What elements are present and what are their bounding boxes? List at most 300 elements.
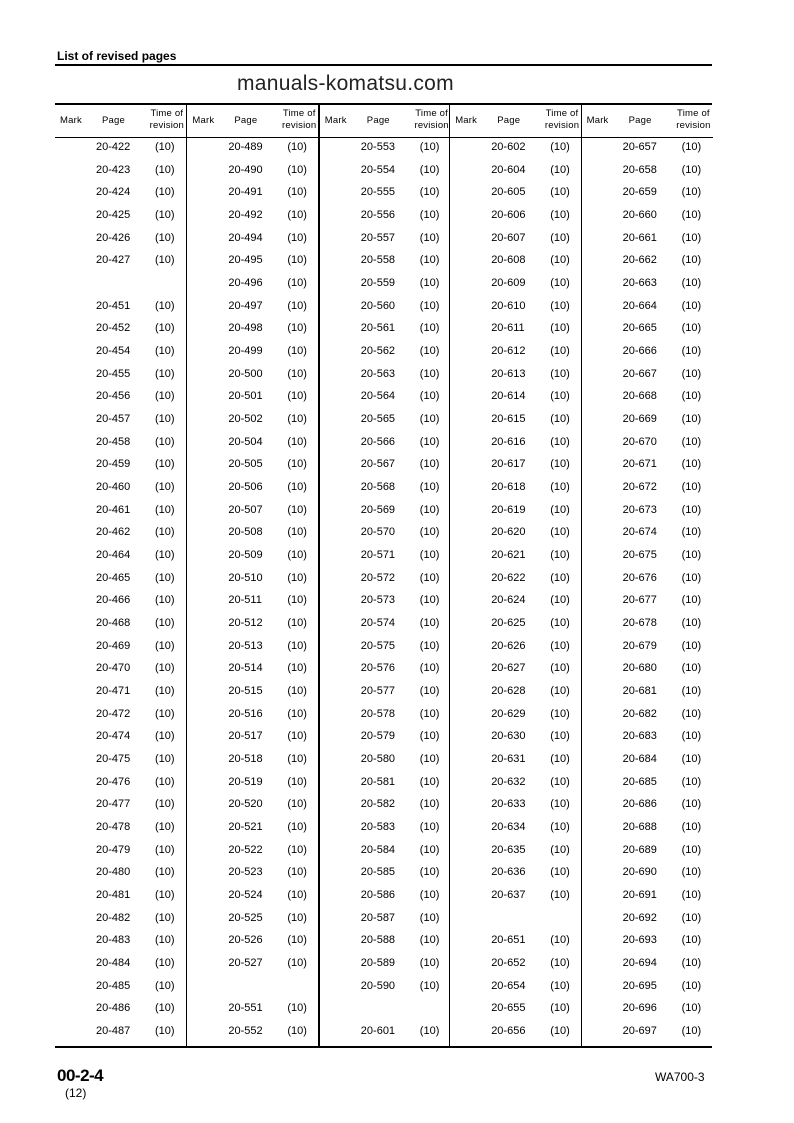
table-row [55, 708, 186, 730]
table-row [582, 821, 713, 843]
revision-cell: (10) [550, 594, 570, 607]
table-row [582, 345, 713, 367]
revision-cell: (10) [550, 730, 570, 743]
table-row [450, 209, 581, 231]
column-group-1 [55, 105, 186, 1046]
page-cell: 20-693 [622, 934, 657, 947]
table-row [450, 594, 581, 616]
page-cell: 20-459 [96, 458, 131, 471]
revision-cell: (10) [681, 753, 702, 766]
revision-cell: (10) [550, 685, 570, 698]
table-row [187, 368, 318, 390]
revision-cell: (10) [550, 889, 570, 902]
page-cell: 20-668 [622, 390, 657, 403]
page-cell: 20-451 [96, 299, 131, 312]
table-row [320, 186, 451, 208]
table-row [582, 753, 713, 775]
table-row [55, 889, 186, 911]
table-row [450, 277, 581, 299]
page-cell: 20-662 [622, 254, 657, 267]
revision-cell: (10) [155, 798, 175, 811]
page-cell: 20-422 [96, 141, 131, 153]
table-row [320, 481, 451, 503]
table-row [582, 209, 713, 231]
revision-cell: (10) [155, 1002, 175, 1015]
table-row [320, 345, 451, 367]
table-row [187, 1002, 318, 1024]
table-row [55, 254, 186, 276]
page-cell: 20-559 [360, 277, 396, 290]
page-cell: 20-515 [228, 685, 263, 698]
table-row [450, 640, 581, 662]
revision-cell: (10) [287, 957, 307, 970]
table-row [450, 458, 581, 480]
page-cell: 20-695 [622, 979, 657, 992]
page-cell: 20-634 [491, 821, 526, 834]
table-row [582, 957, 713, 979]
revision-cell: (10) [681, 413, 702, 426]
revision-cell: (10) [550, 639, 570, 652]
table-row [320, 662, 451, 684]
page-cell: 20-490 [228, 163, 263, 176]
page-cell: 20-620 [491, 526, 526, 539]
table-row [55, 866, 186, 888]
revision-cell: (10) [155, 753, 175, 766]
page-cell: 20-479 [96, 843, 131, 856]
table-row [55, 300, 186, 322]
table-row [320, 504, 451, 526]
page-cell: 20-606 [491, 209, 526, 221]
page-cell: 20-636 [491, 866, 526, 879]
table-row [320, 821, 451, 843]
page-cell: 20-570 [360, 526, 396, 539]
page-cell: 20-578 [360, 707, 396, 720]
table-row [55, 617, 186, 639]
revision-cell: (10) [155, 979, 175, 992]
page-cell: 20-508 [228, 526, 263, 539]
page-cell: 20-480 [96, 866, 131, 879]
column-group-3 [318, 105, 451, 1046]
page-cell: 20-477 [96, 798, 131, 811]
revision-cell: (10) [419, 685, 440, 698]
revision-cell: (10) [550, 345, 570, 358]
page-cell: 20-509 [228, 549, 263, 562]
table-row [55, 232, 186, 254]
page-cell: 20-454 [96, 345, 131, 358]
table-row [582, 708, 713, 730]
header-revision [150, 108, 184, 132]
revision-cell: (10) [419, 390, 440, 403]
page-cell: 20-487 [96, 1025, 131, 1038]
page-cell: 20-425 [96, 209, 131, 221]
page-cell: 20-523 [228, 866, 263, 879]
page-cell: 20-586 [360, 889, 396, 902]
page-cell: 20-501 [228, 390, 263, 403]
revision-cell: (10) [287, 413, 307, 426]
revision-cell: (10) [155, 571, 175, 584]
page-cell: 20-556 [360, 209, 396, 221]
revision-cell: (10) [155, 254, 175, 267]
revision-cell: (10) [287, 685, 307, 698]
revision-cell: (10) [681, 345, 702, 358]
revision-cell: (10) [681, 730, 702, 743]
table-row [582, 934, 713, 956]
revision-cell: (10) [550, 798, 570, 811]
table-row [55, 458, 186, 480]
page-cell: 20-497 [228, 299, 263, 312]
revision-cell: (10) [550, 617, 570, 630]
header-mark: Mark [455, 115, 478, 126]
revision-cell: (10) [155, 662, 175, 675]
page-cell: 20-553 [360, 141, 396, 153]
revision-cell: (10) [287, 322, 307, 335]
page-cell: 20-521 [228, 821, 263, 834]
page-cell: 20-427 [96, 254, 131, 267]
revision-cell: (10) [287, 209, 307, 221]
table-row [320, 572, 451, 594]
revision-cell: (10) [681, 231, 702, 244]
revision-cell: (10) [419, 163, 440, 176]
revision-cell: (10) [681, 277, 702, 290]
page-cell: 20-585 [360, 866, 396, 879]
revision-cell: (10) [419, 549, 440, 562]
table-row [450, 776, 581, 798]
table-row [55, 436, 186, 458]
revision-cell: (10) [419, 481, 440, 494]
page-cell: 20-670 [622, 435, 657, 448]
table-row [187, 186, 318, 208]
table-row [187, 526, 318, 548]
page-cell: 20-615 [491, 413, 526, 426]
revision-cell: (10) [287, 775, 307, 788]
page-cell: 20-455 [96, 367, 131, 380]
revision-cell: (10) [155, 209, 175, 221]
page-cell: 20-637 [491, 889, 526, 902]
page-cell: 20-654 [491, 979, 526, 992]
header-page: Page [366, 115, 390, 126]
page-cell: 20-581 [360, 775, 396, 788]
page-cell: 20-494 [228, 231, 263, 244]
page-cell: 20-677 [622, 594, 657, 607]
page-cell: 20-681 [622, 685, 657, 698]
page-cell: 20-424 [96, 186, 131, 199]
page-cell: 20-628 [491, 685, 526, 698]
revision-cell: (10) [155, 367, 175, 380]
table-row [55, 572, 186, 594]
table-row [450, 300, 581, 322]
revision-cell: (10) [681, 1025, 702, 1038]
revision-cell: (10) [419, 594, 440, 607]
revision-cell: (10) [419, 435, 440, 448]
revision-cell: (10) [155, 435, 175, 448]
table-row [582, 776, 713, 798]
revised-pages-table [55, 103, 712, 1048]
table-row [187, 980, 318, 1002]
table-row [320, 912, 451, 934]
revision-cell: (10) [287, 254, 307, 267]
revision-cell: (10) [287, 299, 307, 312]
page-cell: 20-499 [228, 345, 263, 358]
revision-cell: (10) [681, 707, 702, 720]
revision-cell: (10) [287, 730, 307, 743]
revision-cell: (10) [287, 866, 307, 879]
page-cell: 20-457 [96, 413, 131, 426]
table-row [450, 753, 581, 775]
page-cell: 20-584 [360, 843, 396, 856]
page-cell: 20-517 [228, 730, 263, 743]
revision-cell: (10) [550, 1002, 570, 1015]
revision-cell: (10) [419, 231, 440, 244]
revision-cell: (10) [550, 141, 570, 153]
page-cell: 20-589 [360, 957, 396, 970]
page-cell: 20-567 [360, 458, 396, 471]
table-row [450, 164, 581, 186]
revision-cell: (10) [419, 617, 440, 630]
revision-cell: (10) [681, 911, 702, 924]
revision-cell: (10) [287, 639, 307, 652]
table-row [55, 1025, 186, 1047]
table-row [55, 753, 186, 775]
revision-cell: (10) [681, 843, 702, 856]
page-cell: 20-601 [360, 1025, 396, 1038]
table-row [582, 572, 713, 594]
revision-cell: (10) [155, 934, 175, 947]
table-row [55, 1002, 186, 1024]
table-row [450, 934, 581, 956]
page-cell: 20-557 [360, 231, 396, 244]
page-cell: 20-574 [360, 617, 396, 630]
page-cell: 20-632 [491, 775, 526, 788]
table-row [320, 322, 451, 344]
page-number: 00-2-4 [57, 1066, 104, 1085]
revision-cell: (10) [681, 957, 702, 970]
revision-cell: (10) [419, 322, 440, 335]
table-row [55, 526, 186, 548]
table-row [582, 685, 713, 707]
page-cell: 20-671 [622, 458, 657, 471]
table-row [55, 164, 186, 186]
table-row [582, 980, 713, 1002]
revision-cell: (10) [287, 821, 307, 834]
revision-cell: (10) [419, 1025, 440, 1038]
table-row [450, 866, 581, 888]
revision-cell: (10) [419, 413, 440, 426]
revision-cell: (10) [155, 231, 175, 244]
page-cell: 20-460 [96, 481, 131, 494]
page-cell: 20-619 [491, 503, 526, 516]
table-row [55, 980, 186, 1002]
table-row [582, 504, 713, 526]
revision-cell: (10) [287, 277, 307, 290]
revision-cell: (10) [419, 753, 440, 766]
table-row [320, 300, 451, 322]
page-cell: 20-504 [228, 435, 263, 448]
revision-cell: (10) [419, 979, 440, 992]
page-cell: 20-614 [491, 390, 526, 403]
table-row [450, 1025, 581, 1047]
table-row [55, 957, 186, 979]
table-row [450, 504, 581, 526]
page-cell: 20-612 [491, 345, 526, 358]
column-group-4 [449, 105, 581, 1046]
revision-cell: (10) [550, 775, 570, 788]
column-group-2 [186, 105, 318, 1046]
page-cell: 20-563 [360, 367, 396, 380]
table-row [55, 549, 186, 571]
table-row [450, 980, 581, 1002]
header-mark: Mark [192, 115, 215, 126]
page-cell: 20-611 [491, 322, 525, 335]
page-cell: 20-478 [96, 821, 131, 834]
revision-cell: (10) [550, 435, 570, 448]
page-cell: 20-510 [228, 571, 263, 584]
page-cell: 20-522 [228, 843, 263, 856]
revision-cell: (10) [550, 413, 570, 426]
page-cell: 20-675 [622, 549, 657, 562]
table-row [450, 889, 581, 911]
page-cell: 20-686 [622, 798, 657, 811]
revision-cell: (10) [681, 390, 702, 403]
revision-cell: (10) [550, 186, 570, 199]
page-cell: 20-657 [622, 141, 657, 153]
page-cell: 20-697 [622, 1025, 657, 1038]
table-row [187, 481, 318, 503]
table-row [450, 708, 581, 730]
page-cell: 20-661 [622, 231, 657, 244]
page-cell: 20-683 [622, 730, 657, 743]
page-cell: 20-568 [360, 481, 396, 494]
revision-cell: (10) [681, 798, 702, 811]
table-row [187, 254, 318, 276]
revision-cell: (10) [419, 934, 440, 947]
table-row [450, 572, 581, 594]
table-row [320, 934, 451, 956]
revision-cell: (10) [419, 345, 440, 358]
page-cell: 20-660 [622, 209, 657, 221]
table-row [187, 844, 318, 866]
revision-cell: (10) [419, 458, 440, 471]
page-cell: 20-583 [360, 821, 396, 834]
page-cell: 20-696 [622, 1002, 657, 1015]
revision-cell: (10) [681, 481, 702, 494]
table-row [187, 889, 318, 911]
page-cell: 20-492 [228, 209, 263, 221]
table-row [450, 821, 581, 843]
revision-cell: (10) [681, 685, 702, 698]
header-revision-line2: revision [282, 120, 317, 131]
page-cell: 20-491 [228, 186, 263, 199]
header-revision-line1: Time of [282, 108, 316, 119]
table-row [55, 685, 186, 707]
revision-cell: (10) [287, 231, 307, 244]
header-revision-line2: revision [544, 120, 580, 131]
revision-cell: (10) [419, 843, 440, 856]
table-row [450, 436, 581, 458]
header-revision [282, 108, 316, 132]
table-row [187, 164, 318, 186]
revision-cell: (10) [287, 163, 307, 176]
revision-cell: (10) [550, 707, 570, 720]
page-cell: 20-564 [360, 390, 396, 403]
table-row [320, 798, 451, 820]
revision-cell: (10) [419, 571, 440, 584]
table-row [320, 209, 451, 231]
page-cell: 20-470 [96, 662, 131, 675]
table-row [582, 1002, 713, 1024]
revision-cell: (10) [287, 458, 307, 471]
table-row [55, 481, 186, 503]
table-row [320, 368, 451, 390]
table-row [55, 345, 186, 367]
revision-cell: (10) [550, 254, 570, 267]
page-cell: 20-685 [622, 775, 657, 788]
table-row [320, 436, 451, 458]
table-row [320, 776, 451, 798]
header-revision-line1: Time of [415, 108, 448, 119]
revision-cell: (10) [287, 345, 307, 358]
revision-cell: (10) [155, 163, 175, 176]
table-row [55, 504, 186, 526]
table-row [582, 640, 713, 662]
revision-cell: (10) [287, 141, 307, 153]
page-cell: 20-496 [228, 277, 263, 290]
revision-cell: (10) [681, 367, 702, 380]
page-cell: 20-630 [491, 730, 526, 743]
revision-cell: (10) [155, 821, 175, 834]
revision-cell: (10) [550, 821, 570, 834]
table-row [450, 345, 581, 367]
table-row [187, 662, 318, 684]
page-cell: 20-680 [622, 662, 657, 675]
table-row [320, 254, 451, 276]
revision-cell: (10) [287, 549, 307, 562]
table-row [320, 889, 451, 911]
revision-cell: (10) [287, 798, 307, 811]
revision-cell: (10) [419, 277, 440, 290]
table-row [55, 390, 186, 412]
page-cell: 20-520 [228, 798, 263, 811]
revision-cell: (10) [550, 1025, 570, 1038]
revision-cell: (10) [419, 186, 440, 199]
table-row [582, 186, 713, 208]
table-row [187, 504, 318, 526]
table-row [55, 821, 186, 843]
revision-cell: (10) [550, 979, 570, 992]
revision-cell: (10) [155, 685, 175, 698]
revision-cell: (10) [287, 435, 307, 448]
page-cell: 20-626 [491, 639, 526, 652]
revision-cell: (10) [681, 662, 702, 675]
revision-cell: (10) [681, 889, 702, 902]
table-row [320, 390, 451, 412]
revision-cell: (10) [550, 367, 570, 380]
revision-cell: (10) [155, 503, 175, 516]
table-row [187, 912, 318, 934]
revision-cell: (10) [681, 458, 702, 471]
page-cell: 20-633 [491, 798, 526, 811]
page-cell: 20-663 [622, 277, 657, 290]
revision-cell: (10) [681, 526, 702, 539]
table-row [55, 186, 186, 208]
revision-cell: (10) [155, 957, 175, 970]
revision-cell: (10) [419, 299, 440, 312]
table-row [582, 1025, 713, 1047]
revision-cell: (10) [419, 662, 440, 675]
page-cell: 20-506 [228, 481, 263, 494]
table-row [450, 368, 581, 390]
revision-cell: (10) [155, 730, 175, 743]
table-row [187, 300, 318, 322]
